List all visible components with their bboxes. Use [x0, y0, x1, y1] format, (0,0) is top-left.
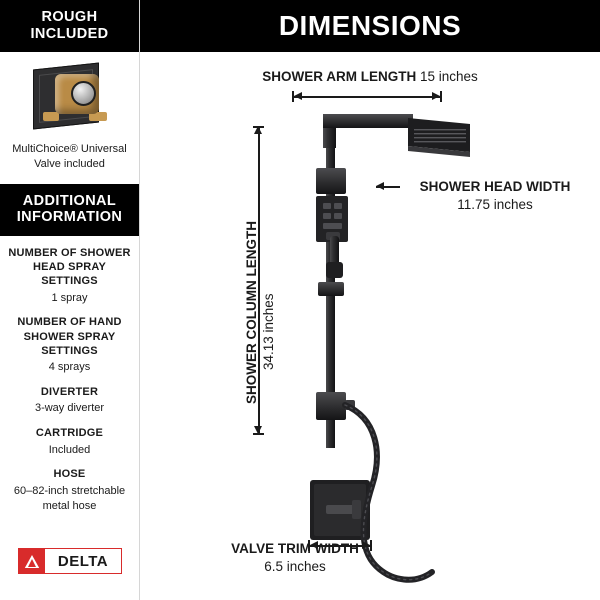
shower-arm-length-value: 15 inches — [419, 69, 478, 84]
spec-hand-shower-spray-settings — [0, 305, 139, 375]
rough-included-header-line2: INCLUDED — [30, 25, 109, 42]
spec-hose — [0, 457, 139, 513]
shower-column-length-label — [244, 221, 259, 404]
shower-column-tick-bottom — [253, 433, 264, 435]
valve-trim-width-value: 6.5 inches — [264, 558, 326, 574]
delta-logo — [18, 548, 122, 574]
shower-head-width-label — [390, 178, 600, 213]
spec-cartridge — [0, 416, 139, 457]
shower-arm-arrow-right — [432, 92, 440, 100]
spec-key: NUMBER OF SHOWER HEAD SPRAY SETTINGS — [8, 246, 131, 288]
spec-value: 3-way diverter — [34, 402, 105, 415]
product-illustration — [140, 0, 600, 600]
spec-value: 4 sprays — [48, 361, 91, 374]
shower-column-length-text: SHOWER COLUMN LENGTH — [244, 221, 259, 404]
spec-key: CARTRIDGE — [35, 427, 104, 440]
rough-included-header-line1: ROUGH — [41, 8, 98, 25]
shower-arm-tick-right — [440, 91, 442, 102]
shower-head-width-text: SHOWER HEAD WIDTH — [419, 179, 571, 194]
valve-cap — [71, 81, 96, 106]
shower-arm-length-text: SHOWER ARM LENGTH — [262, 69, 417, 84]
sidebar — [0, 0, 140, 600]
shower-head-arrow — [376, 182, 384, 190]
additional-information-header — [0, 184, 139, 236]
spec-shower-head-spray-settings — [0, 236, 139, 306]
spec-value: Included — [48, 443, 91, 456]
delta-triangle-icon — [19, 549, 45, 573]
additional-information-line2: INFORMATION — [16, 209, 123, 226]
valve-illustration — [27, 62, 113, 132]
spec-key: DIVERTER — [40, 386, 99, 399]
rough-included-header — [0, 0, 139, 52]
shower-column-tick-top — [253, 126, 264, 128]
additional-information-line1: ADDITIONAL — [22, 192, 117, 209]
valve-trim-width-text: VALVE TRIM WIDTH — [231, 541, 359, 556]
spec-key: HOSE — [53, 468, 86, 481]
rough-valve-image — [0, 58, 140, 136]
shower-arm-leader-line — [292, 96, 442, 98]
shower-arm-length-label — [210, 68, 530, 86]
spec-value: 1 spray — [51, 291, 88, 304]
shower-arm-arrow-left — [294, 92, 302, 100]
shower-column-length-value-label — [261, 293, 276, 370]
page-title: DIMENSIONS — [140, 0, 600, 52]
rough-valve-caption: MultiChoice® Universal Valve included — [12, 143, 127, 170]
main-panel — [140, 0, 600, 600]
delta-wordmark: DELTA — [57, 552, 109, 570]
valve-trim-width-label — [150, 540, 440, 575]
valve-inlet-left — [43, 112, 59, 121]
spec-diverter — [0, 375, 139, 416]
spec-value: 60–82-inch stretchable metal hose — [13, 484, 126, 512]
shower-column-length-value: 34.13 inches — [261, 293, 276, 370]
shower-head-width-value: 11.75 inches — [457, 196, 533, 212]
spec-key: NUMBER OF HAND SHOWER SPRAY SETTINGS — [17, 316, 122, 358]
